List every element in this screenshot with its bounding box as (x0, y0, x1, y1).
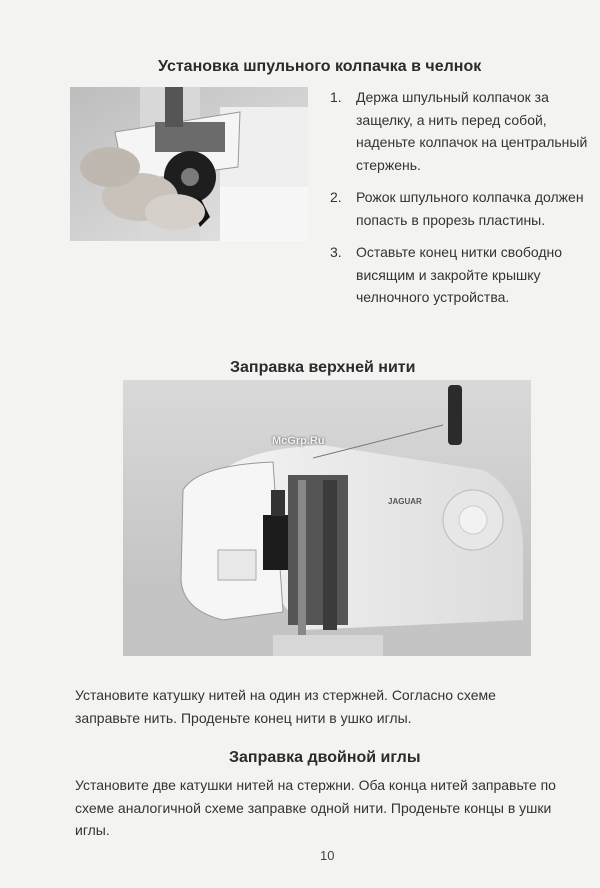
twin-needle-paragraph: Установите две катушки нитей на стержни. Оба конца нитей заправьте по схеме аналогичной схеме заправке одной нити. Проденьте концы в ушки иглы. (75, 777, 556, 838)
section-title-bobbin-case: Установка шпульного колпачка в челнок (158, 58, 482, 75)
section-title-upper-thread: Заправка верхней нити (230, 359, 416, 376)
watermark: McGrp.Ru (272, 435, 325, 447)
list-item: 3. Оставьте конец нитки свободно висящим и закройте крышку челночного устройства. (330, 244, 563, 305)
section-title-twin-needle: Заправка двойной иглы (229, 749, 421, 766)
machine-brand-label: JAGUAR (388, 497, 422, 506)
page-number: 10 (320, 848, 335, 863)
list-item: 2. Рожок шпульного колпачка должен попасть в прорезь пластины. (330, 189, 584, 228)
sewing-machine-photo (123, 380, 531, 656)
bobbin-case-photo (70, 87, 308, 241)
upper-thread-paragraph: Установите катушку нитей на один из стержней. Согласно схеме заправьте нить. Проденьте конец нити в ушко иглы. (75, 687, 496, 726)
list-item: 1. Держа шпульный колпачок за защелку, а нить перед собой, наденьте колпачок на центральный стержень. (330, 89, 588, 173)
bobbin-case-steps (330, 86, 590, 319)
